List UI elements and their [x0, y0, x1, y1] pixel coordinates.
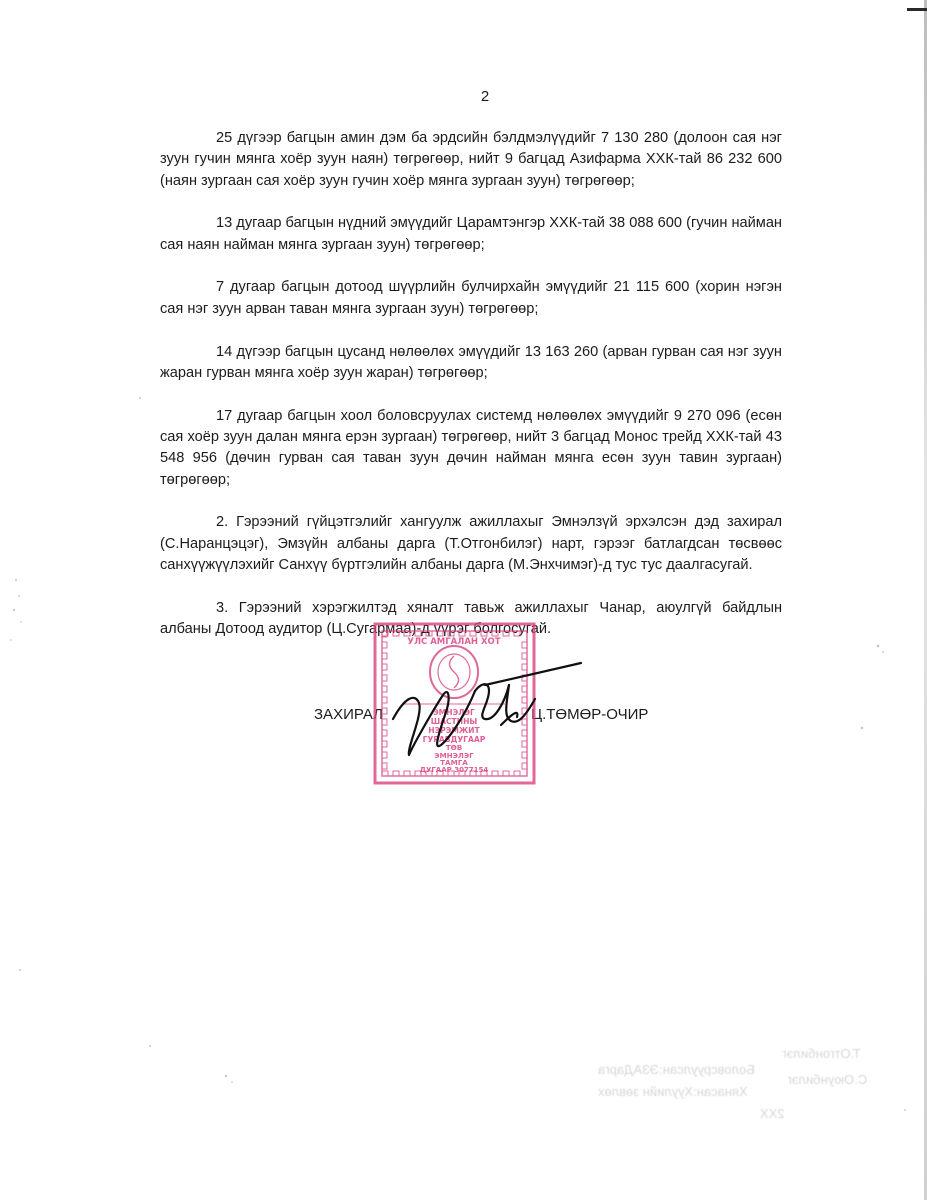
signatory-title: ЗАХИРАЛ — [314, 706, 384, 723]
stamp-line-3: НЭРЭМЖИТ — [428, 726, 480, 735]
bleed-line-5: С.Оюунбилэг — [787, 1072, 868, 1087]
paragraph-endocrine-drugs: 7 дугаар багцын дотоод шүүрлийн булчирхайн эмүүдийг 21 115 600 (хорин нэгэн сая нэг зуун арван таван мянга зургаан зуун) төгрөгөөр; — [160, 279, 782, 317]
bleed-line-4: Т.Отгонбилэг — [782, 1046, 861, 1061]
stamp-line-7: ТАМГА — [440, 758, 468, 767]
stamp-line-4: ГУРАВДУГААР — [422, 735, 486, 744]
stamp-top-text: УЛС АМГАЛАН ХОТ — [407, 637, 501, 647]
paragraph-eye-drugs: 13 дугаар багцын нүдний эмүүдийг Царамтэнгэр ХХК-тай 38 088 600 (гучин найман сая наян найман мянга зургаан зуун) төгрөгөөр; — [160, 215, 782, 253]
bleed-line-1: Боловсруулсан:ЭЗАДарга — [598, 1062, 755, 1077]
bleed-line-2: Хянасан:Хуулийн зөвлөх — [598, 1084, 748, 1099]
paragraph-item-3: 3. Гэрээний хэрэгжилтэд хяналт тавьж ажиллахыг Чанар, аюулгүй байдлын албаны Дотоод аудитор (Ц.Сугармаа)-д үүрэг болгосугай. — [160, 599, 782, 638]
stamp-line-2: ШАСТИНЫ — [430, 717, 478, 726]
stamp-bottom-text: ДУГААР 3077154 — [419, 766, 489, 774]
stamp-line-1: ЭМНЭЛЭГ — [433, 708, 475, 717]
paragraph-blood-drugs: 14 дүгээр багцын цусанд нөлөөлөх эмүүдийг 13 163 260 (арван гурван сая нэг зуун жаран гурван мянга хоёр зуун жаран) төгрөгөөр; — [160, 343, 782, 381]
signatory-name: Ц.ТӨМӨР-ОЧИР — [531, 706, 649, 723]
paragraph-digestive-drugs: 17 дугаар багцын хоол боловсруулах системд нөлөөлөх эмүүдийг 9 270 096 (есөн сая хоёр зуун далан мянга ерэн зургаан) төгрөгөөр, нийт 3 багцад Монос трейд ХХК-тай 43 548 956 (дөчин гурван сая таван зуун дөчин найман мянга есөн зуун тавин зургаан) төгрөгөөр; — [160, 407, 782, 488]
paragraph-vitamins: 25 дүгээр багцын амин дэм ба эрдсийн бэлдмэлүүдийг 7 130 280 (долоон сая нэг зуун гучин мянга хоёр зуун наян) төгрөгөөр, нийт 9 багцад Азифарма ХХК-тай 86 232 600 (наян зургаан сая хоёр зуун гучин хоёр мянга зургаан зуун) төгрөгөөр; — [160, 130, 782, 189]
stamp-line-6: ЭМНЭЛЭГ — [434, 751, 474, 760]
stamp-line-5: ТӨВ — [445, 743, 463, 752]
paragraph-item-2: 2. Гэрээний гүйцэтгэлийг хангуулж ажиллахыг Эмнэлзүй эрхэлсэн дэд захирал (С.Наранцэцэг), Эмзүйн албаны дарга (Т.Отгонбилэг) нарт, гэрээг батлагдсан төсвөөс санхүүжүүлэхийг Санхүү бүртгэлийн албаны дарга (М.Энхчимэг)-д тус тус даалгасугай. — [160, 514, 782, 573]
page-number: 2 — [480, 88, 490, 105]
bleed-line-3: 2ХХ — [760, 1106, 785, 1121]
